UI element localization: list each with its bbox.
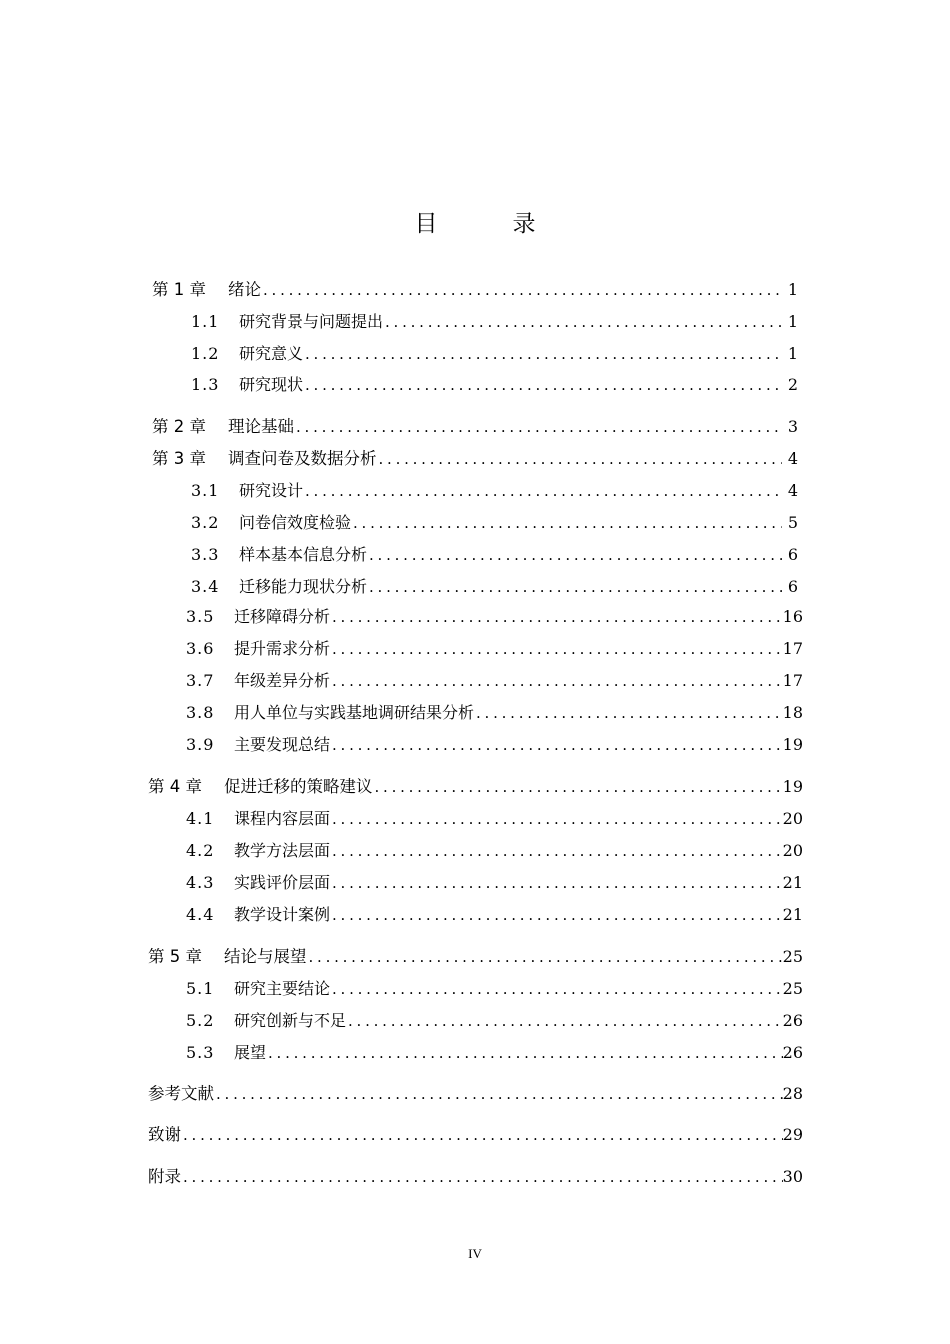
toc-dot-leader bbox=[214, 1078, 783, 1110]
toc-entry-label: 主要发现总结 bbox=[234, 735, 331, 754]
toc-entry-label: 结论与展望 bbox=[224, 947, 307, 966]
toc-section-entry[interactable] bbox=[186, 803, 803, 835]
toc-entry-page: 3 bbox=[787, 417, 798, 436]
toc-entry-page: 20 bbox=[782, 809, 803, 828]
toc-entry-page: 30 bbox=[782, 1167, 803, 1186]
toc-entry-number: 第 1 章 bbox=[152, 280, 206, 299]
toc-section-entry[interactable] bbox=[191, 306, 798, 338]
toc-entry-number: 1.3 bbox=[191, 375, 220, 394]
toc-entry-page: 28 bbox=[782, 1084, 803, 1103]
toc-chapter-entry[interactable] bbox=[152, 274, 798, 306]
toc-entry-page: 26 bbox=[782, 1011, 803, 1030]
toc-dot-leader bbox=[346, 1005, 783, 1037]
toc-section-entry[interactable] bbox=[186, 973, 803, 1005]
toc-entry-page: 5 bbox=[787, 513, 798, 532]
toc-section-entry[interactable] bbox=[186, 835, 803, 867]
toc-section-entry[interactable] bbox=[186, 729, 803, 761]
toc-entry-page: 25 bbox=[782, 979, 803, 998]
toc-dot-leader bbox=[377, 443, 783, 475]
toc-entry-page: 6 bbox=[787, 577, 798, 596]
toc-entry-page: 1 bbox=[787, 312, 798, 331]
toc-dot-leader bbox=[303, 338, 782, 370]
toc-entry-number: 4.4 bbox=[186, 905, 215, 924]
toc-entry-label: 迁移能力现状分析 bbox=[239, 577, 368, 596]
toc-chapter-entry[interactable] bbox=[148, 941, 803, 973]
toc-dot-leader bbox=[181, 1119, 783, 1151]
page-number: IV bbox=[468, 1246, 482, 1261]
toc-entry-number: 3.5 bbox=[186, 607, 215, 626]
toc-section-entry[interactable] bbox=[191, 369, 798, 401]
toc-section-entry[interactable] bbox=[186, 665, 803, 697]
toc-entry-page: 25 bbox=[782, 947, 803, 966]
toc-entry-label: 问卷信效度检验 bbox=[239, 513, 352, 532]
toc-dot-leader bbox=[303, 369, 782, 401]
toc-entry-label: 研究创新与不足 bbox=[234, 1011, 347, 1030]
toc-entry-label: 课程内容层面 bbox=[234, 809, 331, 828]
toc-entry-number: 4.3 bbox=[186, 873, 215, 892]
toc-entry-number: 3.1 bbox=[191, 481, 220, 500]
toc-section-entry[interactable] bbox=[191, 338, 798, 370]
toc-dot-leader bbox=[307, 941, 783, 973]
toc-dot-leader bbox=[330, 803, 783, 835]
toc-entry-page: 16 bbox=[782, 607, 803, 626]
toc-entry-page: 29 bbox=[782, 1125, 803, 1144]
toc-entry-page: 26 bbox=[782, 1043, 803, 1062]
toc-dot-leader bbox=[261, 274, 782, 306]
toc-dot-leader bbox=[367, 539, 782, 571]
toc-dot-leader bbox=[330, 633, 783, 665]
toc-entry-page: 20 bbox=[782, 841, 803, 860]
toc-entry-page: 4 bbox=[787, 449, 798, 468]
toc-entry-number: 3.2 bbox=[191, 513, 220, 532]
toc-dot-leader bbox=[294, 411, 782, 443]
toc-entry-label: 展望 bbox=[234, 1043, 267, 1062]
toc-dot-leader bbox=[351, 507, 782, 539]
toc-section-entry[interactable] bbox=[186, 899, 803, 931]
toc-entry-number: 第 2 章 bbox=[152, 417, 206, 436]
toc-entry-label: 调查问卷及数据分析 bbox=[228, 449, 377, 468]
toc-dot-leader bbox=[330, 899, 783, 931]
toc-entry-page: 1 bbox=[787, 280, 798, 299]
toc-entry-label: 样本基本信息分析 bbox=[239, 545, 368, 564]
toc-entry-label: 用人单位与实践基地调研结果分析 bbox=[234, 703, 475, 722]
toc-entry-label: 绪论 bbox=[228, 280, 261, 299]
toc-chapter-entry[interactable] bbox=[152, 411, 798, 443]
toc-entry-number: 第 5 章 bbox=[148, 947, 202, 966]
toc-entry-number: 1.1 bbox=[191, 312, 220, 331]
toc-entry-number: 5.3 bbox=[186, 1043, 215, 1062]
toc-entry-page: 6 bbox=[787, 545, 798, 564]
toc-entry-label: 研究意义 bbox=[239, 344, 304, 363]
toc-chapter-entry[interactable] bbox=[148, 1119, 803, 1151]
toc-entry-page: 17 bbox=[782, 671, 803, 690]
page-title: 目 录 bbox=[414, 211, 562, 237]
toc-entry-number: 3.9 bbox=[186, 735, 215, 754]
toc-section-entry[interactable] bbox=[186, 1005, 803, 1037]
toc-dot-leader bbox=[181, 1161, 783, 1193]
toc-entry-page: 4 bbox=[787, 481, 798, 500]
toc-entry-number: 第 3 章 bbox=[152, 449, 206, 468]
toc-entry-label: 研究设计 bbox=[239, 481, 304, 500]
toc-section-entry[interactable] bbox=[186, 1037, 803, 1069]
toc-dot-leader bbox=[303, 475, 782, 507]
toc-entry-number: 3.8 bbox=[186, 703, 215, 722]
toc-entry-label: 促进迁移的策略建议 bbox=[224, 777, 373, 796]
toc-entry-label: 附录 bbox=[148, 1167, 181, 1186]
toc-entry-label: 研究主要结论 bbox=[234, 979, 331, 998]
toc-entry-page: 2 bbox=[787, 375, 798, 394]
toc-entry-number: 3.7 bbox=[186, 671, 215, 690]
toc-chapter-entry[interactable] bbox=[148, 1161, 803, 1193]
toc-section-entry[interactable] bbox=[186, 867, 803, 899]
toc-chapter-entry[interactable] bbox=[148, 771, 803, 803]
toc-dot-leader bbox=[383, 306, 782, 338]
toc-dot-leader bbox=[330, 835, 783, 867]
toc-entry-page: 19 bbox=[782, 735, 803, 754]
toc-dot-leader bbox=[474, 697, 783, 729]
toc-entry-label: 教学方法层面 bbox=[234, 841, 331, 860]
toc-entry-page: 17 bbox=[782, 639, 803, 658]
toc-entry-label: 迁移障碍分析 bbox=[234, 607, 331, 626]
toc-dot-leader bbox=[367, 571, 782, 603]
toc-entry-label: 提升需求分析 bbox=[234, 639, 331, 658]
toc-chapter-entry[interactable] bbox=[148, 1078, 803, 1110]
toc-entry-page: 21 bbox=[782, 905, 803, 924]
toc-dot-leader bbox=[330, 729, 783, 761]
toc-entry-number: 3.4 bbox=[191, 577, 220, 596]
toc-entry-number: 3.6 bbox=[186, 639, 215, 658]
toc-entry-label: 年级差异分析 bbox=[234, 671, 331, 690]
toc-entry-label: 实践评价层面 bbox=[234, 873, 331, 892]
toc-section-entry[interactable] bbox=[186, 697, 803, 729]
toc-entry-number: 4.1 bbox=[186, 809, 215, 828]
toc-dot-leader bbox=[330, 601, 783, 633]
toc-entry-label: 研究背景与问题提出 bbox=[239, 312, 384, 331]
toc-entry-page: 18 bbox=[782, 703, 803, 722]
toc-entry-page: 21 bbox=[782, 873, 803, 892]
toc-dot-leader bbox=[266, 1037, 783, 1069]
toc-dot-leader bbox=[373, 771, 783, 803]
toc-section-entry[interactable] bbox=[191, 539, 798, 571]
toc-dot-leader bbox=[330, 973, 783, 1005]
toc-entry-number: 5.2 bbox=[186, 1011, 215, 1030]
toc-dot-leader bbox=[330, 665, 783, 697]
toc-section-entry[interactable] bbox=[191, 475, 798, 507]
toc-entry-number: 4.2 bbox=[186, 841, 215, 860]
toc-entry-page: 19 bbox=[782, 777, 803, 796]
toc-entry-number: 1.2 bbox=[191, 344, 220, 363]
toc-entry-label: 研究现状 bbox=[239, 375, 304, 394]
toc-entry-number: 3.3 bbox=[191, 545, 220, 564]
toc-dot-leader bbox=[330, 867, 783, 899]
toc-section-entry[interactable] bbox=[191, 507, 798, 539]
toc-entry-number: 5.1 bbox=[186, 979, 215, 998]
toc-entry-number: 第 4 章 bbox=[148, 777, 202, 796]
toc-section-entry[interactable] bbox=[186, 601, 803, 633]
toc-entry-label: 参考文献 bbox=[148, 1084, 214, 1103]
toc-entry-label: 理论基础 bbox=[228, 417, 294, 436]
toc-chapter-entry[interactable] bbox=[152, 443, 798, 475]
toc-section-entry[interactable] bbox=[186, 633, 803, 665]
toc-entry-label: 致谢 bbox=[148, 1125, 181, 1144]
toc-entry-label: 教学设计案例 bbox=[234, 905, 331, 924]
toc-entry-page: 1 bbox=[787, 344, 798, 363]
toc-section-entry[interactable] bbox=[191, 571, 798, 603]
